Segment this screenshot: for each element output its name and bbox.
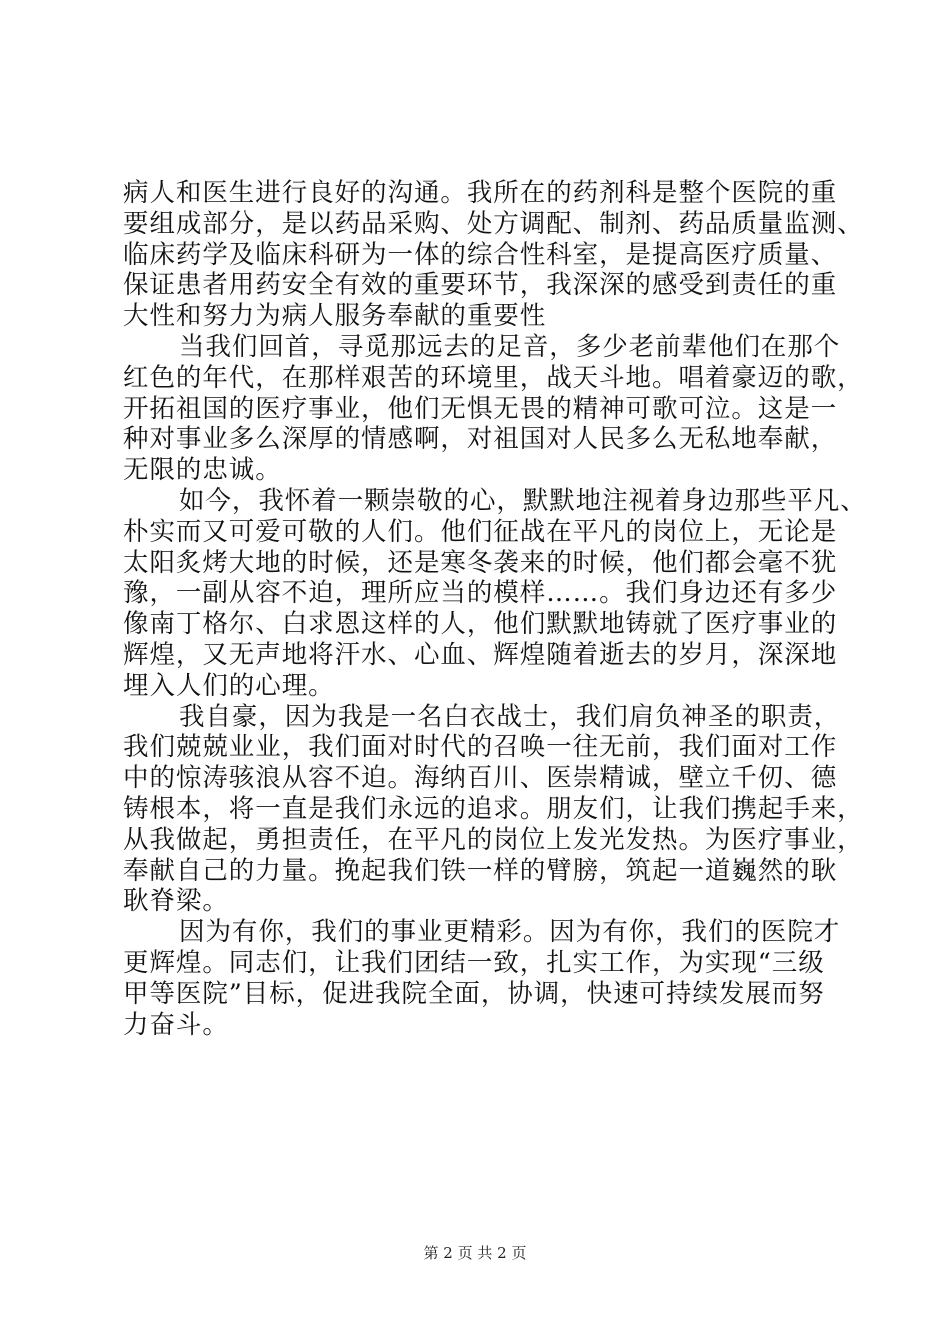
text-line: 力奋斗。 (123, 1009, 229, 1040)
text-line: 耿脊梁。 (123, 886, 229, 917)
text-line: 太阳炙烤大地的时候，还是寒冬袭来的时候，他们都会毫不犹 (123, 547, 838, 578)
document-body (123, 178, 867, 1040)
text-line: 病人和医生进行良好的沟通。我所在的药剂科是整个医院的重 (123, 178, 838, 208)
text-line: 要组成部分，是以药品采购、处方调配、制剂、药品质量监测、 (123, 208, 864, 239)
paragraph-start-line: 我自豪，因为我是一名白衣战士，我们肩负神圣的职责， (179, 701, 841, 732)
text-line: 朴实而又可爱可敬的人们。他们征战在平凡的岗位上，无论是 (123, 516, 838, 547)
text-line: 像南丁格尔、白求恩这样的人，他们默默地铸就了医疗事业的 (123, 609, 838, 640)
text-line: 中的惊涛骇浪从容不迫。海纳百川、医崇精诚，壁立千仞、德 (123, 763, 838, 794)
text-line: 无限的忠诚。 (123, 455, 282, 486)
paragraph-start-line: 当我们回首，寻觅那远去的足音，多少老前辈他们在那个 (179, 331, 841, 362)
text-line: 铸根本，将一直是我们永远的追求。朋友们，让我们携起手来， (123, 793, 864, 824)
text-line: 大性和努力为病人服务奉献的重要性 (123, 301, 547, 332)
text-line: 红色的年代，在那样艰苦的环境里，战天斗地。唱着豪迈的歌， (123, 362, 864, 393)
text-line: 甲等医院”目标，促进我院全面，协调，快速可持续发展而努 (123, 978, 825, 1009)
text-line: 从我做起，勇担责任，在平凡的岗位上发光发热。为医疗事业， (123, 824, 864, 855)
text-line: 更辉煌。同志们，让我们团结一致，扎实工作，为实现“三级 (123, 947, 825, 978)
text-line: 保证患者用药安全有效的重要环节，我深深的感受到责任的重 (123, 270, 838, 301)
text-line: 豫，一副从容不迫，理所应当的模样……。我们身边还有多少 (123, 578, 838, 609)
text-line: 我们兢兢业业，我们面对时代的召唤一往无前，我们面对工作 (123, 732, 838, 763)
page-number-footer: 第 2 页 共 2 页 (423, 1244, 527, 1262)
text-line: 种对事业多么深厚的情感啊，对祖国对人民多么无私地奉献， (123, 424, 838, 455)
paragraph-start-line: 如今，我怀着一颗崇敬的心，默默地注视着身边那些平凡、 (179, 485, 867, 516)
text-line: 临床药学及临床科研为一体的综合性科室，是提高医疗质量、 (123, 239, 838, 270)
text-line: 埋入人们的心理。 (123, 670, 335, 701)
paragraph-start-line: 因为有你，我们的事业更精彩。因为有你，我们的医院才 (179, 917, 841, 948)
text-line: 开拓祖国的医疗事业，他们无惧无畏的精神可歌可泣。这是一 (123, 393, 838, 424)
text-line: 奉献自己的力量。挽起我们铁一样的臂膀，筑起一道巍然的耿 (123, 855, 838, 886)
text-line: 辉煌，又无声地将汗水、心血、辉煌随着逝去的岁月，深深地 (123, 639, 838, 670)
